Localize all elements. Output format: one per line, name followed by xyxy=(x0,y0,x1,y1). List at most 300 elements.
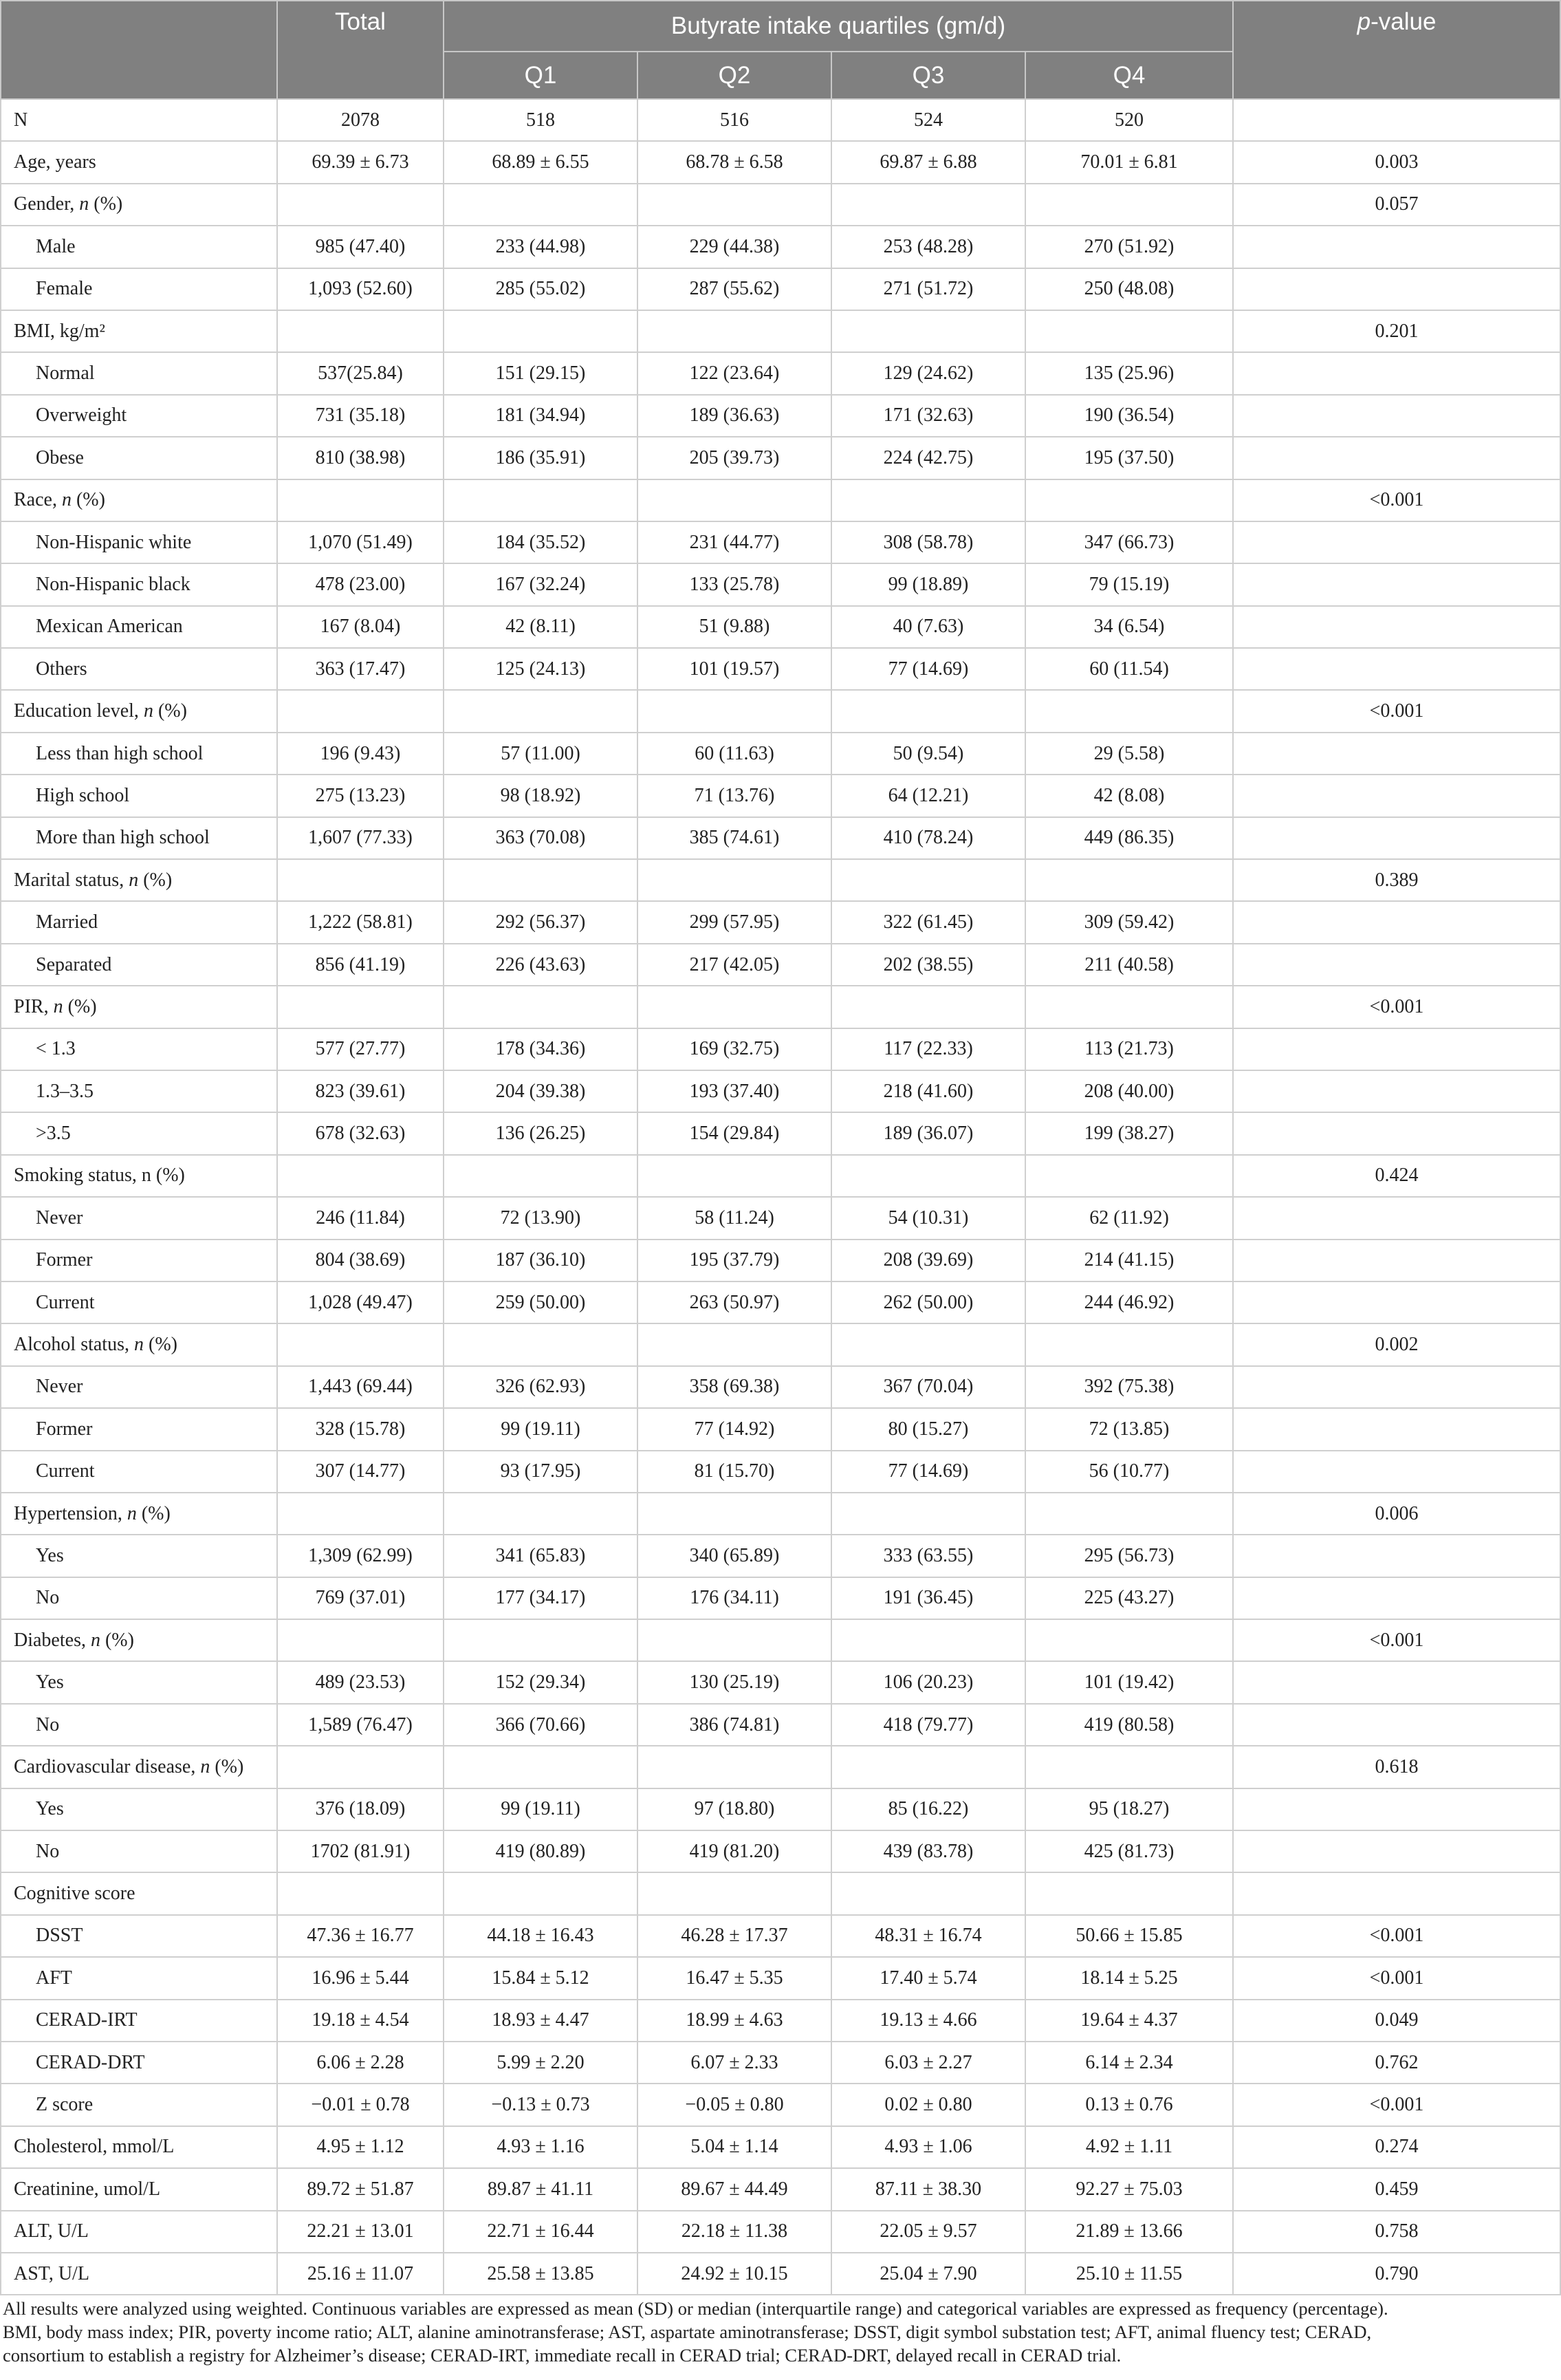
cell-q4: 50.66 ± 15.85 xyxy=(1025,1915,1233,1957)
cell-q3: 25.04 ± 7.90 xyxy=(831,2253,1025,2295)
row-label-text: Never xyxy=(36,1376,83,1398)
row-label xyxy=(1,1788,277,1830)
cell-q3: 410 (78.24) xyxy=(831,817,1025,859)
row-label xyxy=(1,563,277,605)
row-label-text: Former xyxy=(36,1418,93,1440)
cell-q2: 51 (9.88) xyxy=(637,606,831,648)
cell-q3: 208 (39.69) xyxy=(831,1240,1025,1281)
cell-q2: 130 (25.19) xyxy=(637,1661,831,1703)
cell-p-value: 0.459 xyxy=(1233,2168,1560,2210)
cell-p-value: 0.758 xyxy=(1233,2211,1560,2253)
cell-q2: 169 (32.75) xyxy=(637,1028,831,1070)
row-label-text: Mexican American xyxy=(36,616,183,638)
table-subrow xyxy=(1,395,1560,437)
cell-q4: 6.14 ± 2.34 xyxy=(1025,2042,1233,2084)
cell-q4: 309 (59.42) xyxy=(1025,901,1233,943)
cell-q3: 191 (36.45) xyxy=(831,1577,1025,1619)
cell-total: 1,222 (58.81) xyxy=(277,901,444,943)
row-label-italic: n xyxy=(53,995,63,1017)
cell-total: 1,309 (62.99) xyxy=(277,1535,444,1577)
cell-q2: 77 (14.92) xyxy=(637,1408,831,1450)
row-label xyxy=(1,1746,277,1788)
header-blank-cell xyxy=(1,1,277,99)
table-subrow xyxy=(1,1788,1560,1830)
cell-q1: 25.58 ± 13.85 xyxy=(444,2253,637,2295)
row-label xyxy=(1,1830,277,1872)
cell-p-value xyxy=(1233,1281,1560,1323)
cell-q3: 333 (63.55) xyxy=(831,1535,1025,1577)
row-label-text: Smoking status, n (%) xyxy=(14,1165,185,1187)
table-row xyxy=(1,141,1560,183)
table-row xyxy=(1,859,1560,901)
cell-total: 489 (23.53) xyxy=(277,1661,444,1703)
row-label xyxy=(1,733,277,775)
cell-q3: 117 (22.33) xyxy=(831,1028,1025,1070)
cell-p-value: 0.002 xyxy=(1233,1323,1560,1365)
row-label xyxy=(1,1028,277,1070)
cell-q4: 244 (46.92) xyxy=(1025,1281,1233,1323)
cell-p-value: 0.201 xyxy=(1233,310,1560,352)
row-label-text: Male xyxy=(36,235,76,257)
row-label-text: CERAD-DRT xyxy=(36,2051,145,2073)
cell-q2: 229 (44.38) xyxy=(637,226,831,268)
cell-total xyxy=(277,1872,444,1914)
cell-q3: 308 (58.78) xyxy=(831,521,1025,563)
table-row xyxy=(1,690,1560,732)
row-label xyxy=(1,2084,277,2125)
cell-total: 167 (8.04) xyxy=(277,606,444,648)
cell-q3 xyxy=(831,310,1025,352)
cell-total: 196 (9.43) xyxy=(277,733,444,775)
cell-p-value xyxy=(1233,1028,1560,1070)
cell-q4: 4.92 ± 1.11 xyxy=(1025,2126,1233,2168)
cell-q2: 154 (29.84) xyxy=(637,1112,831,1154)
cell-q4: 62 (11.92) xyxy=(1025,1197,1233,1239)
cell-q2: 97 (18.80) xyxy=(637,1788,831,1830)
header-p-rest: -value xyxy=(1371,8,1437,35)
cell-q2 xyxy=(637,310,831,352)
row-label xyxy=(1,99,277,141)
row-label-text: N xyxy=(14,109,28,131)
row-label-text: ALT, U/L xyxy=(14,2220,89,2242)
cell-total: 16.96 ± 5.44 xyxy=(277,1957,444,1999)
cell-q1: 42 (8.11) xyxy=(444,606,637,648)
row-label-text: Education level, xyxy=(14,700,144,722)
row-label-text: More than high school xyxy=(36,827,210,849)
row-label xyxy=(1,437,277,479)
row-label xyxy=(1,775,277,816)
row-label xyxy=(1,2211,277,2253)
cell-q1 xyxy=(444,1872,637,1914)
cell-q4 xyxy=(1025,986,1233,1028)
table-row xyxy=(1,2168,1560,2210)
cell-q4 xyxy=(1025,1872,1233,1914)
cell-q3: 4.93 ± 1.06 xyxy=(831,2126,1025,2168)
cell-q1 xyxy=(444,1155,637,1197)
row-label-italic: n xyxy=(79,193,89,215)
row-label xyxy=(1,859,277,901)
cell-q4: 347 (66.73) xyxy=(1025,521,1233,563)
cell-p-value xyxy=(1233,437,1560,479)
cell-q1: 181 (34.94) xyxy=(444,395,637,437)
cell-total: 478 (23.00) xyxy=(277,563,444,605)
cell-q4: 92.27 ± 75.03 xyxy=(1025,2168,1233,2210)
table-subrow xyxy=(1,521,1560,563)
cell-p-value xyxy=(1233,648,1560,690)
row-label xyxy=(1,1535,277,1577)
cell-p-value: <0.001 xyxy=(1233,986,1560,1028)
cell-q1: 57 (11.00) xyxy=(444,733,637,775)
cell-total: 810 (38.98) xyxy=(277,437,444,479)
cell-q2: 176 (34.11) xyxy=(637,1577,831,1619)
row-label-text: Creatinine, umol/L xyxy=(14,2178,161,2200)
cell-q3: 106 (20.23) xyxy=(831,1661,1025,1703)
cell-q3 xyxy=(831,1746,1025,1788)
cell-q2 xyxy=(637,1155,831,1197)
cell-p-value: 0.057 xyxy=(1233,184,1560,226)
table-subrow xyxy=(1,1915,1560,1957)
cell-q1: 151 (29.15) xyxy=(444,352,637,394)
cell-q1 xyxy=(444,986,637,1028)
cell-q1: −0.13 ± 0.73 xyxy=(444,2084,637,2125)
cell-q3: 262 (50.00) xyxy=(831,1281,1025,1323)
row-label xyxy=(1,521,277,563)
row-label xyxy=(1,1872,277,1914)
cell-q1: 178 (34.36) xyxy=(444,1028,637,1070)
row-label xyxy=(1,2042,277,2084)
table-subrow xyxy=(1,1451,1560,1493)
cell-q2: 386 (74.81) xyxy=(637,1704,831,1746)
row-label-tail: (%) xyxy=(136,1502,171,1524)
cell-p-value: 0.424 xyxy=(1233,1155,1560,1197)
row-label xyxy=(1,1366,277,1408)
table-row xyxy=(1,986,1560,1028)
row-label xyxy=(1,986,277,1028)
row-label-text: Marital status, xyxy=(14,869,129,891)
cell-q4 xyxy=(1025,859,1233,901)
cell-q4: 25.10 ± 11.55 xyxy=(1025,2253,1233,2295)
cell-q4: 0.13 ± 0.76 xyxy=(1025,2084,1233,2125)
row-label-text: No xyxy=(36,1713,60,1735)
cell-q1: 99 (19.11) xyxy=(444,1788,637,1830)
cell-q2: 89.67 ± 44.49 xyxy=(637,2168,831,2210)
cell-p-value xyxy=(1233,268,1560,310)
cell-q2: −0.05 ± 0.80 xyxy=(637,2084,831,2125)
cell-q2: 385 (74.61) xyxy=(637,817,831,859)
row-label xyxy=(1,1661,277,1703)
cell-q1: 44.18 ± 16.43 xyxy=(444,1915,637,1957)
cell-q3: 64 (12.21) xyxy=(831,775,1025,816)
cell-q2: 217 (42.05) xyxy=(637,944,831,986)
cell-q4: 208 (40.00) xyxy=(1025,1070,1233,1112)
cell-p-value: 0.389 xyxy=(1233,859,1560,901)
cell-q1: 285 (55.02) xyxy=(444,268,637,310)
cell-q3: 48.31 ± 16.74 xyxy=(831,1915,1025,1957)
cell-total: 731 (35.18) xyxy=(277,395,444,437)
footnote-line: consortium to establish a registry for Alzheimer’s disease; CERAD-IRT, immediate recall in CERAD trial; CERAD-DRT, delayed recall in CERAD trial. xyxy=(3,2345,1122,2366)
cell-total xyxy=(277,1155,444,1197)
header-p-italic: p xyxy=(1357,8,1371,35)
table-subrow xyxy=(1,268,1560,310)
cell-p-value xyxy=(1233,1704,1560,1746)
cell-p-value xyxy=(1233,944,1560,986)
cell-q2 xyxy=(637,1493,831,1535)
table-subrow xyxy=(1,1197,1560,1239)
table-subrow xyxy=(1,944,1560,986)
cell-total: −0.01 ± 0.78 xyxy=(277,2084,444,2125)
header-q4: Q4 xyxy=(1025,52,1233,99)
cell-q1: 98 (18.92) xyxy=(444,775,637,816)
cell-total: 1,093 (52.60) xyxy=(277,268,444,310)
table-row xyxy=(1,1155,1560,1197)
table-subrow xyxy=(1,1028,1560,1070)
row-label-text: 1.3–3.5 xyxy=(36,1080,94,1102)
header-p-value xyxy=(1233,1,1560,99)
cell-p-value: 0.049 xyxy=(1233,2000,1560,2042)
cell-q3: 19.13 ± 4.66 xyxy=(831,2000,1025,2042)
row-label-text: Diabetes, xyxy=(14,1629,91,1651)
row-label xyxy=(1,1281,277,1323)
table-row xyxy=(1,1493,1560,1535)
table-row xyxy=(1,479,1560,521)
row-label xyxy=(1,901,277,943)
cell-q1: 226 (43.63) xyxy=(444,944,637,986)
table-subrow xyxy=(1,733,1560,775)
row-label-text: Normal xyxy=(36,363,95,385)
cell-p-value xyxy=(1233,226,1560,268)
cell-q4 xyxy=(1025,184,1233,226)
cell-p-value xyxy=(1233,1366,1560,1408)
cell-total: 985 (47.40) xyxy=(277,226,444,268)
cell-q1: 125 (24.13) xyxy=(444,648,637,690)
cell-q4: 425 (81.73) xyxy=(1025,1830,1233,1872)
cell-q3 xyxy=(831,1155,1025,1197)
row-label-tail: (%) xyxy=(89,193,123,215)
header-total: Total xyxy=(277,1,444,99)
cell-q1: 5.99 ± 2.20 xyxy=(444,2042,637,2084)
row-label-tail: (%) xyxy=(63,995,97,1017)
table-subrow xyxy=(1,2042,1560,2084)
cell-q2: 189 (36.63) xyxy=(637,395,831,437)
table-subrow xyxy=(1,1661,1560,1703)
cell-p-value xyxy=(1233,733,1560,775)
cell-q2: 263 (50.97) xyxy=(637,1281,831,1323)
cell-q1: 4.93 ± 1.16 xyxy=(444,2126,637,2168)
cell-total: 69.39 ± 6.73 xyxy=(277,141,444,183)
cell-q2: 358 (69.38) xyxy=(637,1366,831,1408)
cell-q2 xyxy=(637,1323,831,1365)
cell-q1: 136 (26.25) xyxy=(444,1112,637,1154)
row-label xyxy=(1,648,277,690)
footnote-line: BMI, body mass index; PIR, poverty income ratio; ALT, alanine aminotransferase; AST, aspartate aminotransferase; DSST, digit symbol substation test; AFT, animal fluency test; CERAD, xyxy=(3,2322,1372,2342)
cell-p-value xyxy=(1233,99,1560,141)
table-subrow xyxy=(1,1240,1560,1281)
cell-total xyxy=(277,1493,444,1535)
footnote-line: All results were analyzed using weighted. Continuous variables are expressed as mean (SD) or median (interquartile range) and categorical variables are expressed as frequency (percentage). xyxy=(3,2298,1388,2319)
table-subrow xyxy=(1,1704,1560,1746)
cell-q4: 95 (18.27) xyxy=(1025,1788,1233,1830)
row-label-italic: n xyxy=(143,700,153,722)
cell-total xyxy=(277,859,444,901)
cell-q2: 122 (23.64) xyxy=(637,352,831,394)
table-row xyxy=(1,99,1560,141)
cell-p-value xyxy=(1233,352,1560,394)
row-label-text: Married xyxy=(36,911,98,933)
cell-total: 1,607 (77.33) xyxy=(277,817,444,859)
cell-p-value: <0.001 xyxy=(1233,1957,1560,1999)
cell-q1 xyxy=(444,859,637,901)
row-label xyxy=(1,1155,277,1197)
cell-q2: 419 (81.20) xyxy=(637,1830,831,1872)
cell-q3: 524 xyxy=(831,99,1025,141)
row-label-text: No xyxy=(36,1840,60,1862)
cell-q2: 193 (37.40) xyxy=(637,1070,831,1112)
cell-q2: 18.99 ± 4.63 xyxy=(637,2000,831,2042)
cell-q4: 449 (86.35) xyxy=(1025,817,1233,859)
cell-p-value xyxy=(1233,521,1560,563)
row-label-italic: n xyxy=(90,1629,100,1651)
cell-q4 xyxy=(1025,310,1233,352)
cell-q1: 167 (32.24) xyxy=(444,563,637,605)
cell-q3 xyxy=(831,1872,1025,1914)
cell-total: 307 (14.77) xyxy=(277,1451,444,1493)
table-subrow xyxy=(1,1577,1560,1619)
cell-total: 89.72 ± 51.87 xyxy=(277,2168,444,2210)
cell-q1: 419 (80.89) xyxy=(444,1830,637,1872)
cell-q4: 225 (43.27) xyxy=(1025,1577,1233,1619)
cell-p-value xyxy=(1233,1112,1560,1154)
row-label xyxy=(1,1704,277,1746)
cell-q4: 70.01 ± 6.81 xyxy=(1025,141,1233,183)
cell-total: 22.21 ± 13.01 xyxy=(277,2211,444,2253)
cell-q4: 195 (37.50) xyxy=(1025,437,1233,479)
cell-total xyxy=(277,1323,444,1365)
cell-q1 xyxy=(444,690,637,732)
row-label xyxy=(1,1619,277,1661)
cell-total: 328 (15.78) xyxy=(277,1408,444,1450)
row-label-text: Others xyxy=(36,658,87,680)
row-label xyxy=(1,1240,277,1281)
cell-p-value: <0.001 xyxy=(1233,1619,1560,1661)
row-label-tail: (%) xyxy=(210,1755,244,1777)
cell-total: 823 (39.61) xyxy=(277,1070,444,1112)
cell-q1: 177 (34.17) xyxy=(444,1577,637,1619)
table-subrow xyxy=(1,437,1560,479)
cell-q2: 133 (25.78) xyxy=(637,563,831,605)
table-subrow xyxy=(1,2000,1560,2042)
cell-q1 xyxy=(444,310,637,352)
cell-q4: 21.89 ± 13.66 xyxy=(1025,2211,1233,2253)
table-subrow xyxy=(1,352,1560,394)
cell-total: 537(25.84) xyxy=(277,352,444,394)
row-label xyxy=(1,2253,277,2295)
cell-q2: 16.47 ± 5.35 xyxy=(637,1957,831,1999)
row-label-text: Current xyxy=(36,1460,95,1482)
cell-q4: 101 (19.42) xyxy=(1025,1661,1233,1703)
cell-q1: 366 (70.66) xyxy=(444,1704,637,1746)
cell-q1 xyxy=(444,184,637,226)
row-label xyxy=(1,1915,277,1957)
row-label-text: AFT xyxy=(36,1967,72,1989)
cell-q1 xyxy=(444,1323,637,1365)
cell-q3 xyxy=(831,859,1025,901)
row-label-text: Yes xyxy=(36,1544,64,1566)
row-label-text: Race, xyxy=(14,489,62,511)
cell-q2: 516 xyxy=(637,99,831,141)
cell-total: 1,589 (76.47) xyxy=(277,1704,444,1746)
cell-total: 25.16 ± 11.07 xyxy=(277,2253,444,2295)
cell-q4: 18.14 ± 5.25 xyxy=(1025,1957,1233,1999)
cell-total: 19.18 ± 4.54 xyxy=(277,2000,444,2042)
row-label xyxy=(1,310,277,352)
cell-p-value xyxy=(1233,1408,1560,1450)
cell-q4 xyxy=(1025,1619,1233,1661)
cell-q2: 24.92 ± 10.15 xyxy=(637,2253,831,2295)
cell-q1: 326 (62.93) xyxy=(444,1366,637,1408)
cell-q2: 6.07 ± 2.33 xyxy=(637,2042,831,2084)
cell-total: 6.06 ± 2.28 xyxy=(277,2042,444,2084)
row-label-text: Separated xyxy=(36,953,112,975)
table-row xyxy=(1,2253,1560,2295)
table-subrow xyxy=(1,2084,1560,2125)
cell-total: 2078 xyxy=(277,99,444,141)
row-label-text: PIR, xyxy=(14,995,54,1017)
row-label-text: DSST xyxy=(36,1925,83,1947)
row-label-italic: n xyxy=(61,489,72,511)
cell-q2: 58 (11.24) xyxy=(637,1197,831,1239)
cell-p-value: 0.618 xyxy=(1233,1746,1560,1788)
cell-total: 1,028 (49.47) xyxy=(277,1281,444,1323)
cell-q3 xyxy=(831,690,1025,732)
cell-q3: 77 (14.69) xyxy=(831,1451,1025,1493)
cell-q3: 54 (10.31) xyxy=(831,1197,1025,1239)
cell-q4: 29 (5.58) xyxy=(1025,733,1233,775)
cell-q3: 0.02 ± 0.80 xyxy=(831,2084,1025,2125)
cell-q3 xyxy=(831,986,1025,1028)
cell-q1: 186 (35.91) xyxy=(444,437,637,479)
cell-total: 1,443 (69.44) xyxy=(277,1366,444,1408)
cell-q2: 81 (15.70) xyxy=(637,1451,831,1493)
row-label-tail: (%) xyxy=(100,1629,134,1651)
cell-total: 678 (32.63) xyxy=(277,1112,444,1154)
row-label xyxy=(1,1408,277,1450)
cell-q3: 77 (14.69) xyxy=(831,648,1025,690)
table-subrow xyxy=(1,563,1560,605)
cell-total: 1702 (81.91) xyxy=(277,1830,444,1872)
table-row xyxy=(1,184,1560,226)
row-label-text: >3.5 xyxy=(36,1123,71,1145)
row-label xyxy=(1,1112,277,1154)
row-label-italic: n xyxy=(200,1755,210,1777)
header-q1: Q1 xyxy=(444,52,637,99)
cell-q3: 22.05 ± 9.57 xyxy=(831,2211,1025,2253)
row-label xyxy=(1,1323,277,1365)
cell-p-value xyxy=(1233,1535,1560,1577)
cell-p-value: 0.003 xyxy=(1233,141,1560,183)
cell-p-value xyxy=(1233,817,1560,859)
cell-total: 577 (27.77) xyxy=(277,1028,444,1070)
row-label-text: Gender, xyxy=(14,193,80,215)
cell-q3: 6.03 ± 2.27 xyxy=(831,2042,1025,2084)
row-label-tail: (%) xyxy=(144,1334,177,1356)
table-body xyxy=(1,99,1560,2295)
row-label-text: Yes xyxy=(36,1798,64,1820)
row-label-text: Never xyxy=(36,1207,83,1229)
table-subrow xyxy=(1,1112,1560,1154)
cell-q3: 218 (41.60) xyxy=(831,1070,1025,1112)
cell-q4: 72 (13.85) xyxy=(1025,1408,1233,1450)
row-label xyxy=(1,141,277,183)
